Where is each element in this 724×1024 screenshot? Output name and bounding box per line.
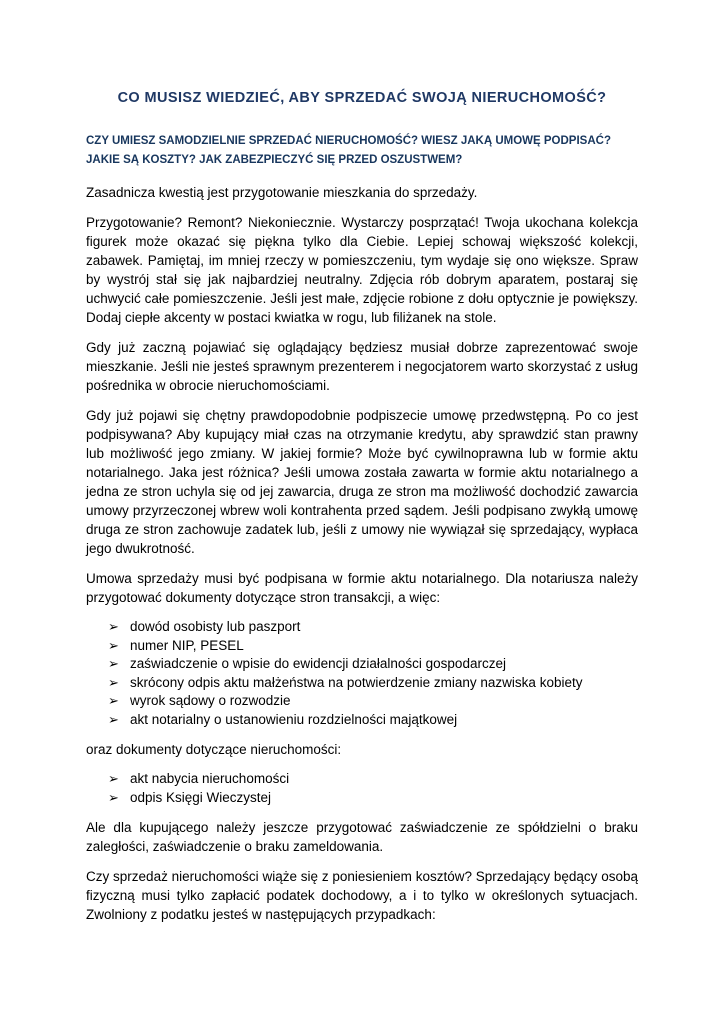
paragraph: Czy sprzedaż nieruchomości wiąże się z poniesieniem kosztów? Sprzedający będący osobą fizyczną musi tylko zapłacić podatek dochodowy, a i to tylko w określonych sytuacjach. Zwolniony z podatku jesteś w następujących przypadkach:	[86, 869, 638, 922]
list-item-text: zaświadczenie o wpisie do ewidencji działalności gospodarczej	[130, 656, 506, 671]
list-item	[108, 711, 638, 730]
paragraph: Umowa sprzedaży musi być podpisana w formie aktu notarialnego. Dla notariusza należy przygotować dokumenty dotyczące stron transakcji, a więc:	[86, 571, 638, 605]
list-item-text: wyrok sądowy o rozwodzie	[130, 693, 291, 708]
arrow-bullet-icon: ➢	[108, 656, 119, 671]
paragraph: oraz dokumenty dotyczące nieruchomości:	[86, 742, 342, 757]
arrow-bullet-icon: ➢	[108, 619, 119, 634]
list-item	[108, 692, 638, 711]
paragraph: Przygotowanie? Remont? Niekoniecznie. Wystarczy posprzątać! Twoja ukochana kolekcja figurek może okazać się piękna tylko dla Ciebie. Lepiej schowaj większość kolekcji, zabawek. Pamiętaj, im mniej rzeczy w pomieszczeniu, tym wydaje się ono większe. Spraw by wystrój stał się jak najbardziej neutralny. Zdjęcia rób dobrym aparatem, postaraj się uchwycić całe pomieszczenie. Jeśli jest małe, zdjęcie robione z dołu optycznie je powiększy. Dodaj ciepłe akcenty w postaci kwiatka w rogu, lub filiżanek na stole.	[86, 215, 638, 325]
list-item-text: akt notarialny o ustanowieniu rozdzielności majątkowej	[130, 711, 458, 727]
document-title: CO MUSISZ WIEDZIEĆ, ABY SPRZEDAĆ SWOJĄ NIERUCHOMOŚĆ?	[117, 90, 607, 106]
paragraph: Ale dla kupującego należy jeszcze przygotować zaświadczenie ze spółdzielni o braku zaległości, zaświadczenie o braku zameldowania.	[86, 820, 638, 854]
list-item	[108, 618, 638, 637]
list-item	[108, 674, 638, 693]
list-item	[108, 655, 638, 674]
arrow-bullet-icon: ➢	[108, 674, 119, 690]
paragraph: Zasadnicza kwestią jest przygotowanie mieszkania do sprzedaży.	[86, 185, 478, 200]
list-item	[108, 770, 638, 789]
arrow-bullet-icon: ➢	[108, 711, 119, 727]
party-documents-list	[86, 618, 638, 729]
paragraph: Gdy już zaczną pojawiać się oglądający będziesz musiał dobrze zaprezentować swoje mieszkanie. Jeśli nie jesteś sprawnym prezenterem i negocjatorem warto skorzystać z usług pośrednika w obrocie nieruchomościami.	[86, 340, 638, 393]
list-item-text: akt nabycia nieruchomości	[130, 771, 290, 786]
paragraph: Gdy już pojawi się chętny prawdopodobnie podpiszecie umowę przedwstępną. Po co jest podpisywana? Aby kupujący miał czas na otrzymanie kredytu, aby sprawdzić stan prawny lub możliwość jego zmiany. W jakiej formie? Może być cywilnoprawna lub w formie aktu notarialnego. Jaka jest różnica? Jeśli umowa została zawarta w formie aktu notarialnego a jedna ze stron uchyla się od jej zawarcia, druga ze stron ma możliwość dochodzić zawarcia umowy przyrzeczonej wbrew woli kontrahenta przed sądem. Jeśli podpisano zwykłą umowę druga ze stron zachowuje zadatek lub, jeśli z umowy nie wywiązał się sprzedający, wypłaca jego dwukrotność.	[86, 408, 638, 556]
list-item-text: dowód osobisty lub paszport	[130, 619, 301, 634]
list-item-text: skrócony odpis aktu małżeństwa na potwierdzenie zmiany nazwiska kobiety	[130, 674, 583, 690]
list-item	[108, 789, 638, 808]
arrow-bullet-icon: ➢	[108, 771, 119, 786]
document-subtitle: CZY UMIESZ SAMODZIELNIE SPRZEDAĆ NIERUCHOMOŚĆ? WIESZ JAKĄ UMOWĘ PODPISAĆ? JAKIE SĄ KOSZTY? JAK ZABEZPIECZYĆ SIĘ PRZED OSZUSTWEM?	[86, 135, 611, 166]
list-item	[108, 637, 638, 656]
property-documents-list	[86, 770, 638, 807]
arrow-bullet-icon: ➢	[108, 637, 119, 653]
arrow-bullet-icon: ➢	[108, 693, 119, 708]
list-item-text: odpis Księgi Wieczystej	[130, 789, 272, 805]
list-item-text: numer NIP, PESEL	[130, 637, 244, 653]
arrow-bullet-icon: ➢	[108, 789, 119, 805]
